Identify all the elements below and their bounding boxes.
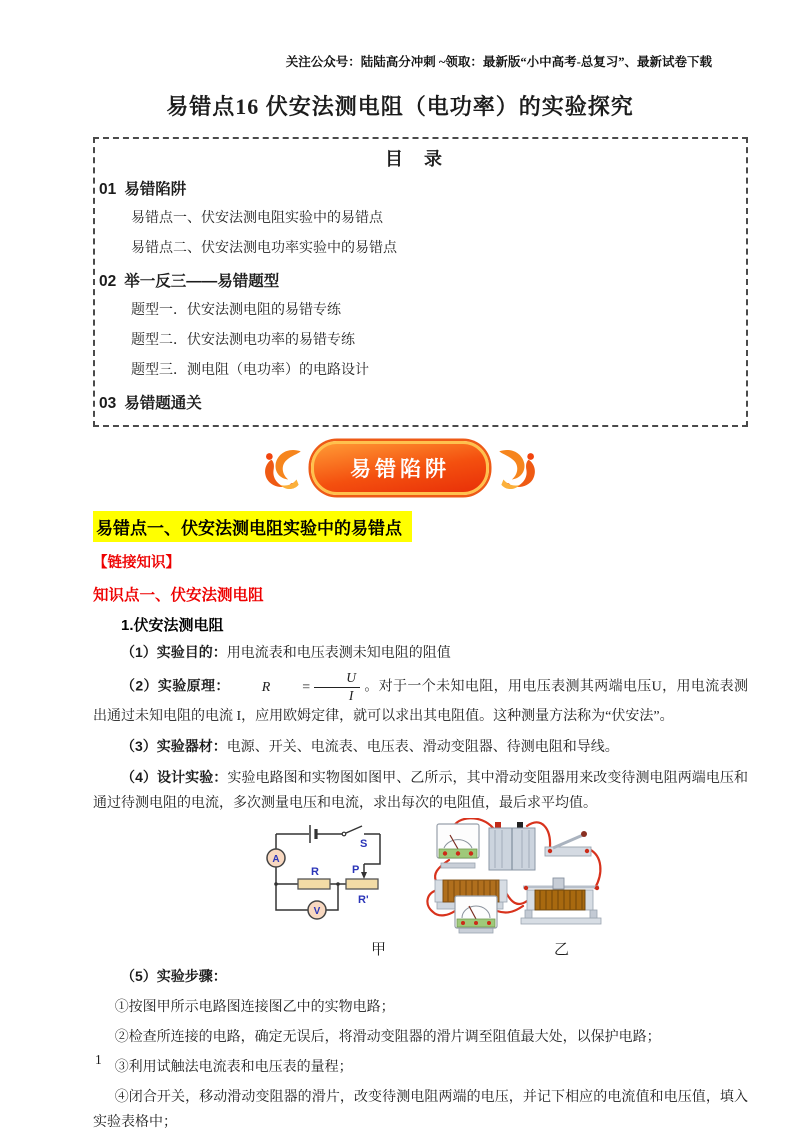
principle-paragraph xyxy=(93,671,748,729)
formula-fraction xyxy=(314,671,360,704)
svg-text:V: V xyxy=(313,905,321,917)
formula-denominator: I xyxy=(348,687,354,703)
toc-item: 题型一．伏安法测电阻的易错专练 xyxy=(131,302,341,318)
toc-section-number: 01 xyxy=(99,181,117,198)
toc-section-01 xyxy=(99,177,736,203)
toc-item: 易错点二、伏安法测电功率实验中的易错点 xyxy=(131,240,397,256)
svg-text:P: P xyxy=(352,863,360,876)
experiment-figures xyxy=(93,822,748,936)
materials-paragraph xyxy=(93,734,748,760)
svg-text:R': R' xyxy=(358,893,369,906)
rheostat-symbol xyxy=(346,879,378,906)
banner-label: 易错陷阱 xyxy=(311,441,489,495)
step-1: ①按图甲所示电路图连接图乙中的实物电路； xyxy=(114,999,395,1015)
materials-label: （3）实验器材： xyxy=(121,737,227,754)
step-3: ③利用试触法电流表和电压表的量程； xyxy=(114,1059,353,1075)
physical-diagram xyxy=(423,818,605,936)
resistance-formula xyxy=(234,671,360,704)
figure-caption-yi: 乙 xyxy=(554,941,570,958)
link-knowledge-label: 【链接知识】 xyxy=(93,555,180,571)
design-paragraph xyxy=(93,765,748,816)
principle-label: （2）实验原理： xyxy=(121,677,230,694)
banner-ornament-right-icon xyxy=(493,445,539,491)
subsection-heading: 1.伏安法测电阻 xyxy=(121,617,224,634)
toc-section-label: 易错题通关 xyxy=(124,395,202,412)
toc-item: 易错点一、伏安法测电阻实验中的易错点 xyxy=(131,210,383,226)
ammeter-device xyxy=(437,824,479,868)
figure-captions xyxy=(93,938,748,959)
toc-section-02 xyxy=(99,269,736,295)
purpose-label: （1）实验目的： xyxy=(121,644,227,660)
ammeter-symbol xyxy=(267,849,285,867)
design-text: 实验电路图和实物图如图甲、乙所示，其中滑动变阻器用来改变待测电阻两端电压和通过待测电阻的电流，多次测量电压和电流，求出每次的电阻值，最后求平均值。 xyxy=(93,770,748,811)
svg-text:A: A xyxy=(272,853,280,865)
purpose-paragraph xyxy=(93,640,748,666)
battery-device xyxy=(489,822,535,870)
circuit-diagram xyxy=(258,822,393,930)
formula-equals: = xyxy=(302,679,311,695)
battery-symbol xyxy=(310,825,316,843)
step-4: ④闭合开关，移动滑动变阻器的滑片，改变待测电阻两端的电压，并记下相应的电流值和电压值，填入实验表格中； xyxy=(93,1089,748,1130)
steps-label: （5）实验步骤： xyxy=(121,967,227,984)
toc-section-label: 举一反三——易错题型 xyxy=(124,273,280,290)
toc-item: 题型三．测电阻（电功率）的电路设计 xyxy=(131,362,369,378)
page-title: 易错点16 伏安法测电阻（电功率）的实验探究 xyxy=(166,94,634,119)
principle-text: 。对于一个未知电阻，用电压表测其两端电压U，用电流表测出通过未知电阻的电流 I，应用欧姆定律，就可以求出其电阻值。这种测量方法称为“伏安法”。 xyxy=(93,679,748,724)
toc-heading: 目 录 xyxy=(384,149,450,169)
svg-text:S: S xyxy=(360,837,368,850)
materials-text: 电源、开关、电流表、电压表、滑动变阻器、待测电阻和导线。 xyxy=(226,739,619,755)
page-number: 1 xyxy=(95,1052,102,1067)
knowledge-point-heading: 知识点一、伏安法测电阻 xyxy=(93,587,264,604)
figure-caption-jia: 甲 xyxy=(371,941,387,958)
switch-symbol xyxy=(342,826,367,850)
toc-section-label: 易错陷阱 xyxy=(124,181,187,198)
purpose-text: 用电流表和电压表测未知电阻的阻值 xyxy=(226,646,451,661)
toc-section-03 xyxy=(99,391,736,417)
svg-text:R: R xyxy=(311,865,319,878)
voltmeter-symbol xyxy=(308,901,326,919)
step-2: ②检查所连接的电路，确定无误后，将滑动变阻器的滑片调至阻值最大处，以保护电路； xyxy=(114,1029,661,1045)
header-notice: 关注公众号：陆陆高分冲刺 ~领取：最新版“小中高考-总复习”、最新试卷下载 xyxy=(285,55,712,69)
toc-section-number: 02 xyxy=(99,273,117,290)
banner-ornament-left-icon xyxy=(261,445,307,491)
resistor-symbol xyxy=(298,866,330,889)
rheostat-device xyxy=(521,878,601,924)
steps-heading xyxy=(93,964,748,990)
toc-box xyxy=(93,137,748,427)
toc-section-number: 03 xyxy=(99,395,117,412)
design-label: （4）设计实验： xyxy=(121,768,228,785)
section-heading: 易错点一、伏安法测电阻实验中的易错点 xyxy=(93,511,412,542)
toc-item: 题型二．伏安法测电功率的易错专练 xyxy=(131,332,355,348)
formula-lhs: R xyxy=(261,679,271,695)
switch-device xyxy=(545,831,591,856)
voltmeter-device xyxy=(455,896,497,933)
banner xyxy=(0,441,800,495)
formula-numerator: U xyxy=(314,671,360,688)
